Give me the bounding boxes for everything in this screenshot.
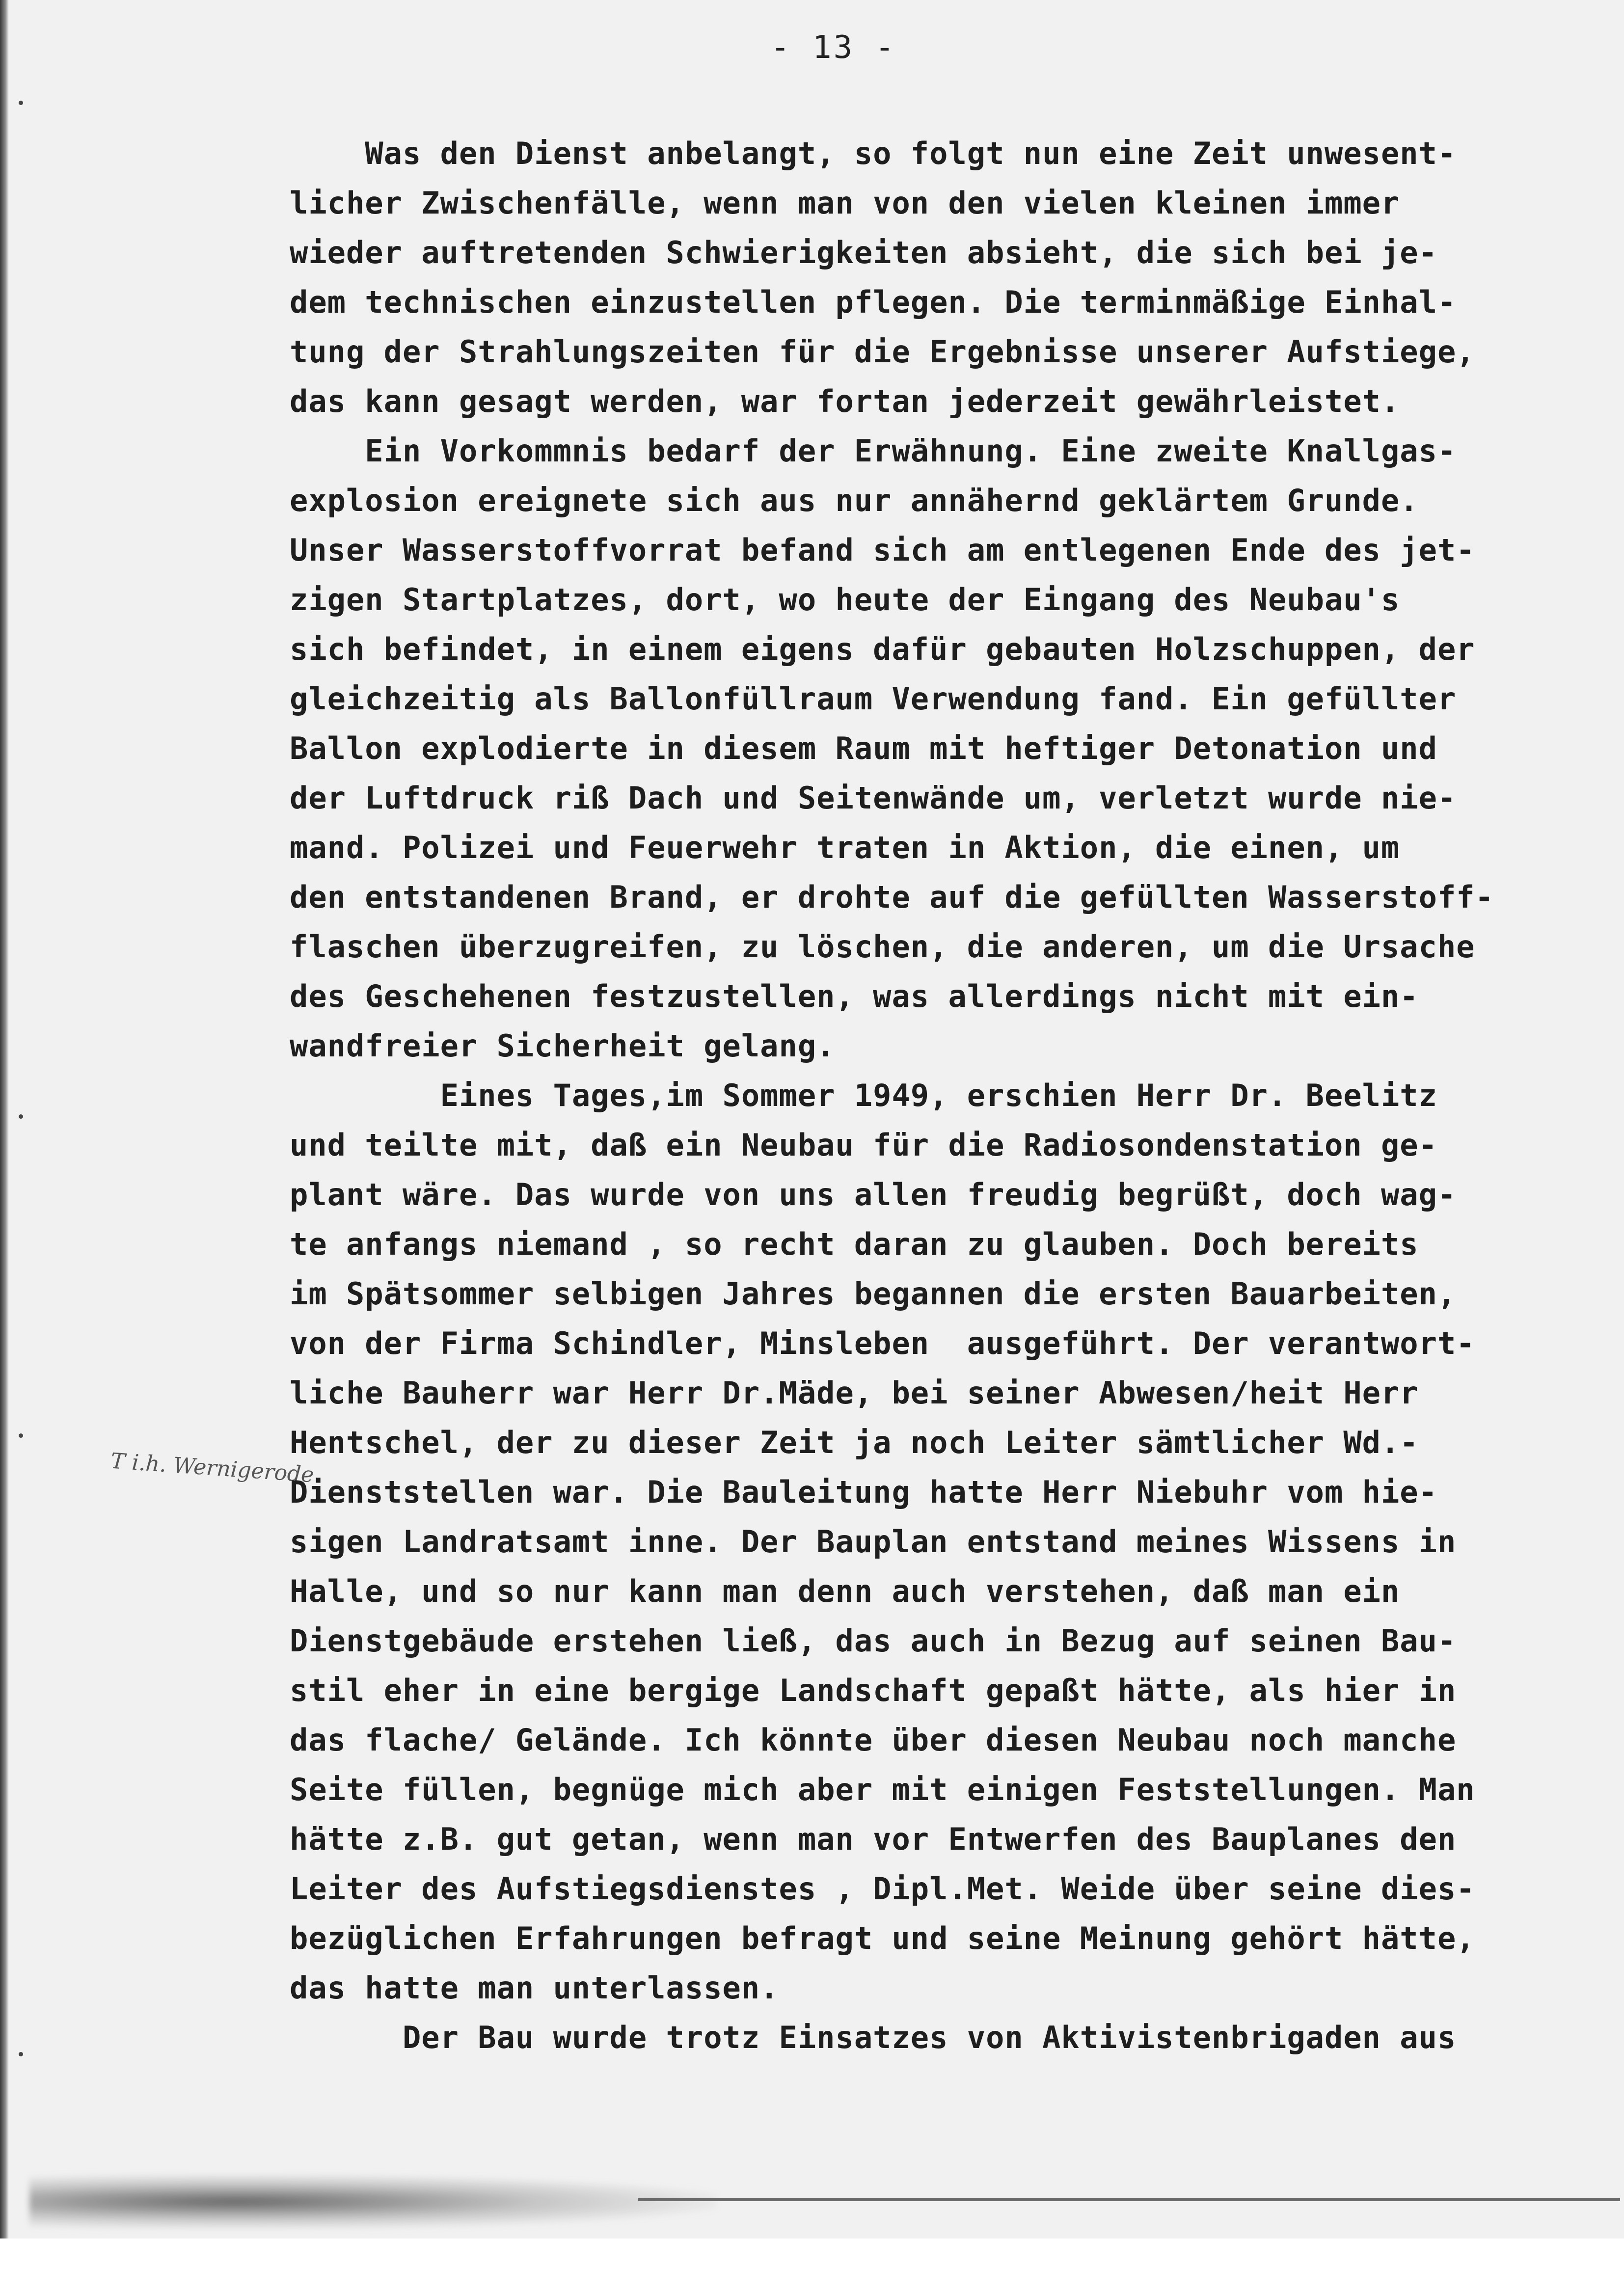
text-line: Der Bau wurde trotz Einsatzes von Aktivistenbrigaden aus	[290, 2020, 1457, 2055]
text-line: das hatte man unterlassen.	[290, 1970, 779, 2006]
text-line: plant wäre. Das wurde von uns allen freudig begrüßt, doch wag-	[290, 1177, 1457, 1213]
text-line: des Geschehenen festzustellen, was allerdings nicht mit ein-	[290, 978, 1419, 1014]
text-line: das flache/ Gelände. Ich könnte über diesen Neubau noch manche	[290, 1722, 1457, 1758]
text-line: im Spätsommer selbigen Jahres begannen die ersten Bauarbeiten,	[290, 1276, 1457, 1312]
handwritten-margin-note: T i.h. Wernigerode	[109, 1448, 315, 1488]
scan-bottom-margin	[0, 2238, 1624, 2292]
text-line: Dienststellen war. Die Bauleitung hatte Herr Niebuhr vom hie-	[290, 1474, 1437, 1510]
text-line: mand. Polizei und Feuerwehr traten in Aktion, die einen, um	[290, 830, 1400, 865]
text-line: wandfreier Sicherheit gelang.	[290, 1028, 836, 1064]
text-line: Halle, und so nur kann man denn auch verstehen, daß man ein	[290, 1573, 1400, 1609]
text-line: Unser Wasserstoffvorrat befand sich am entlegenen Ende des jet-	[290, 532, 1475, 568]
text-line: Ein Vorkommnis bedarf der Erwähnung. Eine zweite Knallgas-	[290, 433, 1457, 469]
text-line: Leiter des Aufstiegsdienstes , Dipl.Met. Weide über seine dies-	[290, 1871, 1475, 1907]
text-line: te anfangs niemand , so recht daran zu glauben. Doch bereits	[290, 1226, 1419, 1262]
text-line: Eines Tages,im Sommer 1949, erschien Herr Dr. Beelitz	[290, 1078, 1437, 1113]
page-number: - 13 -	[771, 29, 896, 66]
text-line: stil eher in eine bergige Landschaft gepaßt hätte, als hier in	[290, 1672, 1457, 1708]
margin-dot	[19, 1114, 23, 1119]
text-line: flaschen überzugreifen, zu löschen, die anderen, um die Ursache	[290, 929, 1475, 965]
text-line: von der Firma Schindler, Minsleben ausgeführt. Der verantwort-	[290, 1325, 1475, 1361]
text-line: sigen Landratsamt inne. Der Bauplan entstand meines Wissens in	[290, 1524, 1457, 1560]
text-line: liche Bauherr war Herr Dr.Mäde, bei seiner Abwesen/heit Herr	[290, 1375, 1419, 1411]
typewritten-body	[290, 129, 1576, 2062]
text-line: wieder auftretenden Schwierigkeiten absieht, die sich bei je-	[290, 235, 1437, 270]
text-line: hätte z.B. gut getan, wenn man vor Entwerfen des Bauplanes den	[290, 1821, 1457, 1857]
text-line: tung der Strahlungszeiten für die Ergebnisse unserer Aufstiege,	[290, 334, 1475, 370]
text-line: Hentschel, der zu dieser Zeit ja noch Leiter sämtlicher Wd.-	[290, 1425, 1419, 1460]
text-line: gleichzeitig als Ballonfüllraum Verwendung fand. Ein gefüllter	[290, 681, 1457, 717]
scan-smudge	[29, 2175, 717, 2229]
scan-bottom-rule	[638, 2198, 1620, 2201]
margin-dot	[19, 101, 23, 105]
text-line: Was den Dienst anbelangt, so folgt nun eine Zeit unwesent-	[290, 135, 1457, 171]
text-line: Seite füllen, begnüge mich aber mit einigen Feststellungen. Man	[290, 1772, 1475, 1807]
text-line: explosion ereignete sich aus nur annähernd geklärtem Grunde.	[290, 483, 1419, 518]
margin-dot	[19, 2052, 23, 2056]
text-line: das kann gesagt werden, war fortan jederzeit gewährleistet.	[290, 383, 1400, 419]
text-line: dem technischen einzustellen pflegen. Die terminmäßige Einhal-	[290, 284, 1457, 320]
text-line: zigen Startplatzes, dort, wo heute der Eingang des Neubau's	[290, 582, 1400, 618]
text-line: und teilte mit, daß ein Neubau für die Radiosondenstation ge-	[290, 1127, 1437, 1163]
text-line: Ballon explodierte in diesem Raum mit heftiger Detonation und	[290, 730, 1437, 766]
text-line: der Luftdruck riß Dach und Seitenwände um, verletzt wurde nie-	[290, 780, 1457, 816]
margin-dot	[19, 1433, 23, 1438]
text-line: den entstandenen Brand, er drohte auf die gefüllten Wasserstoff-	[290, 879, 1494, 915]
text-line: Dienstgebäude erstehen ließ, das auch in Bezug auf seinen Bau-	[290, 1623, 1457, 1659]
scan-left-edge	[0, 0, 9, 2292]
text-line: bezüglichen Erfahrungen befragt und seine Meinung gehört hätte,	[290, 1920, 1475, 1956]
text-line: licher Zwischenfälle, wenn man von den vielen kleinen immer	[290, 185, 1400, 221]
text-line: sich befindet, in einem eigens dafür gebauten Holzschuppen, der	[290, 631, 1475, 667]
